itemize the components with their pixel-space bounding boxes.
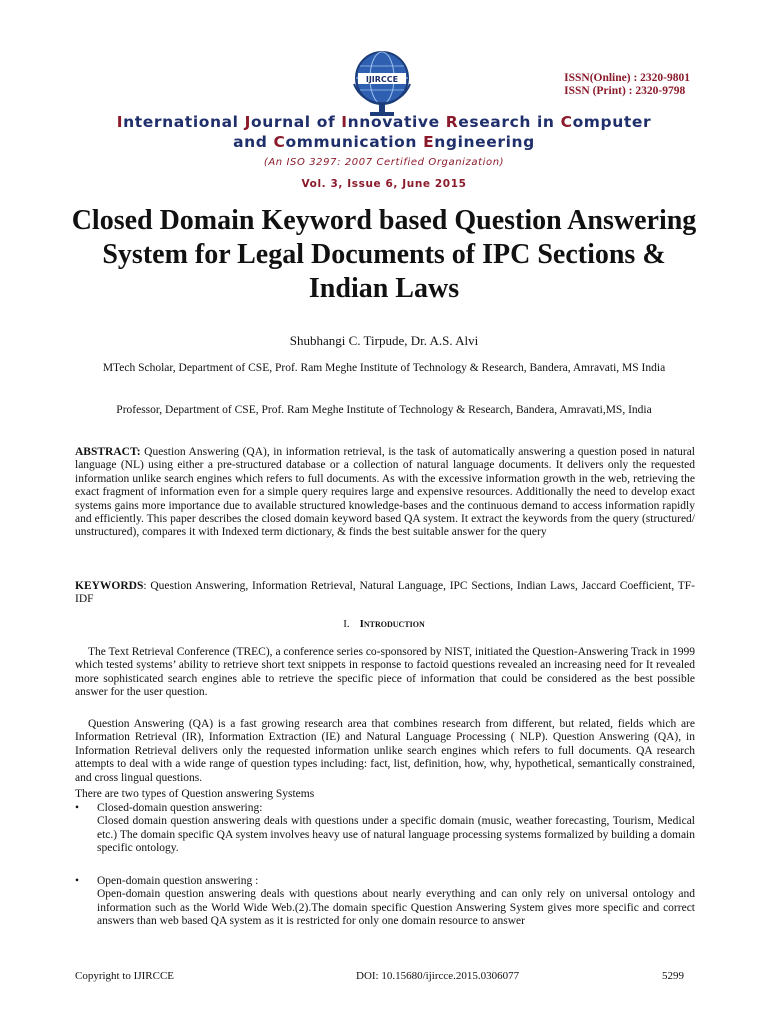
bullet-marker: • (75, 802, 80, 814)
intro-paragraph-2: Question Answering (QA) is a fast growing research area that combines research from different, but related, fields which are Information Retrieval (IR), Information Extraction (IE) and Natural Language Processing ( NLP). Question Answering (QA), in Information Retrieval delivers only the requested information unlike search engines which refers to full documents. QA research attempts to deal with a wide range of question types including: fact, list, definition, how, why, hypothetical, semantically constrained, and cross lingual questions. (75, 718, 695, 784)
journal-name-line2 (0, 133, 768, 151)
list-item (75, 875, 695, 929)
journal-initial: R (445, 113, 459, 131)
journal-initial: C (273, 133, 286, 151)
volume-issue: Vol. 3, Issue 6, June 2015 (301, 178, 467, 190)
journal-word: ngineering (434, 133, 535, 151)
keywords-text: : Question Answering, Information Retrieval, Natural Language, IPC Sections, Indian Laws, Jaccard Coefficient, TF-IDF (75, 580, 695, 606)
affiliation-2: Professor, Department of CSE, Prof. Ram Meghe Institute of Technology & Research, Bandera, Amravati,MS, India (116, 404, 652, 416)
journal-logo (344, 44, 420, 120)
journal-initial: I (116, 113, 124, 131)
list-item-heading: Closed-domain question answering: (97, 802, 263, 814)
journal-word: omputer (572, 113, 652, 131)
journal-initial: C (560, 113, 573, 131)
list-item-text: Open-domain question answering deals with questions about nearly everything and can only rely on universal ontology and information such as the World Wide Web.(2).The domain specific Question Answering System gives more specific and correct answers than web based QA system as it is restricted for only one domain resource to answer (97, 888, 695, 928)
paper-title: Closed Domain Keyword based Question Answering System for Legal Documents of IPC Sections & Indian Laws (71, 205, 697, 304)
journal-word: ommunication (285, 133, 424, 151)
journal-word: nternational (123, 113, 245, 131)
intro-paragraph-1: The Text Retrieval Conference (TREC), a conference series co-sponsored by NIST, initiated the Question-Answering Track in 1999 which tested systems’ ability to retrieve short text snippets in response to factoid questions revealed an increasing need for It revealed more sophisticated search engines able to retrieve the specific piece of information that could be considered as the best possible answer for the user question. (75, 646, 695, 699)
journal-word: ournal of (250, 113, 342, 131)
abstract (75, 446, 695, 540)
issn-online: ISSN(Online) : 2320-9801 (564, 72, 690, 84)
journal-word: esearch in (458, 113, 561, 131)
journal-word: nnovative (347, 113, 446, 131)
page-number: 5299 (662, 970, 684, 982)
logo-text: IJIRCCE (365, 75, 399, 84)
list-item-text: Closed domain question answering deals with questions under a specific domain (music, weather forecasting, Tourism, Medical etc.) The domain specific QA system involves heavy use of natural language processing systems formalized by building a domain specific ontology. (97, 815, 695, 855)
issn-block (564, 72, 690, 98)
bullet-marker: • (75, 875, 80, 887)
section-title: Introduction (359, 618, 425, 630)
keywords-label: KEYWORDS (75, 580, 144, 592)
certification: (An ISO 3297: 2007 Certified Organization) (263, 157, 505, 168)
issn-print: ISSN (Print) : 2320-9798 (564, 85, 686, 97)
list-item (75, 802, 695, 856)
journal-initial: I (341, 113, 348, 131)
journal-initial: E (423, 133, 435, 151)
section-number: I. (343, 618, 350, 630)
footer-doi: DOI: 10.15680/ijircce.2015.0306077 (356, 970, 520, 982)
abstract-label: ABSTRACT: (75, 446, 141, 458)
authors: Shubhangi C. Tirpude, Dr. A.S. Alvi (289, 333, 479, 348)
journal-word: and (233, 133, 274, 151)
affiliation-1: MTech Scholar, Department of CSE, Prof. Ram Meghe Institute of Technology & Research, Bandera, Amravati, MS India (102, 362, 666, 374)
abstract-text: Question Answering (QA), in information retrieval, is the task of automatically answering a question posed in natural language (NL) using either a pre-structured database or a collection of natural language documents. It delivers only the requested information unlike search engines which refers to full documents. As with the excessive information growth in the web, retrieving the exact fragment of information even for a simple query requires large and expensive resources. Additionally the need to develop exact systems gains more importance due to available structured knowledge-bases and the continuous demand to access information rapidly and efficiently. This paper describes the closed domain keyword based QA system. It extract the keywords from the query (structured/ unstructured), compares it with Indexed term dictionary, & finds the best suitable answer for the query (75, 446, 695, 539)
keywords (75, 580, 695, 607)
list-item-heading: Open-domain question answering : (97, 875, 259, 887)
types-line: There are two types of Question answering Systems (75, 788, 315, 800)
footer-copyright: Copyright to IJIRCCE (75, 970, 175, 982)
journal-name-line1 (0, 113, 768, 131)
section-heading (0, 618, 768, 630)
journal-initial: J (244, 113, 251, 131)
